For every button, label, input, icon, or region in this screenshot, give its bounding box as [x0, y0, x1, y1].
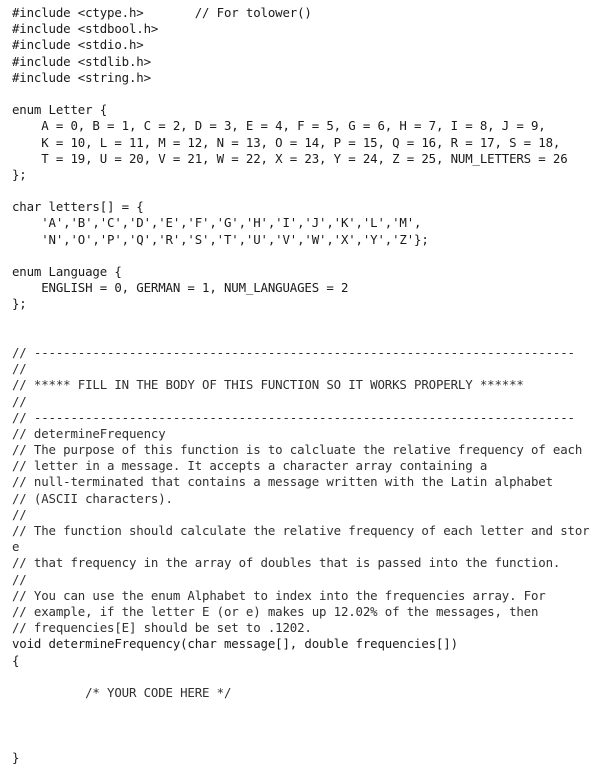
comment-line: // null-terminated that contains a message written with the Latin alphabet — [12, 474, 553, 490]
code-line: enum Language { — [12, 264, 122, 279]
comment-line: // frequencies[E] should be set to .1202. — [12, 620, 312, 636]
comment-line: // that frequency in the array of doubles that is passed into the function. — [12, 555, 561, 571]
comment-line: // ***** FILL IN THE BODY OF THIS FUNCTION SO IT WORKS PROPERLY ****** — [12, 377, 524, 393]
code-line: 'A','B','C','D','E','F','G','H','I','J','K','L','M', — [12, 215, 422, 231]
code-line — [12, 313, 593, 329]
comment-line: // — [12, 361, 27, 377]
code-line: }; — [12, 296, 27, 312]
comment-line: // letter in a message. It accepts a character array containing a — [12, 458, 488, 474]
code-line: { — [12, 652, 20, 668]
code-line: #include <stdlib.h> — [12, 53, 151, 69]
code-line: K = 10, L = 11, M = 12, N = 13, O = 14, P = 15, Q = 16, R = 17, S = 18, — [12, 134, 561, 150]
code-line: A = 0, B = 1, C = 2, D = 3, E = 4, F = 5, G = 6, H = 7, I = 8, J = 9, — [12, 118, 546, 134]
code-line: }; — [12, 166, 27, 182]
code-line — [12, 733, 593, 749]
code-line: T = 19, U = 20, V = 21, W = 22, X = 23, Y = 24, Z = 25, NUM_LETTERS = 26 — [12, 150, 568, 166]
comment-line: e — [12, 539, 20, 555]
comment-line: // — [12, 506, 27, 522]
code-line: ENGLISH = 0, GERMAN = 1, NUM_LANGUAGES = 2 — [12, 280, 349, 296]
comment-line: // — [12, 393, 27, 409]
comment-line: // You can use the enum Alphabet to index into the frequencies array. For — [12, 587, 546, 603]
code-line: #include <string.h> — [12, 69, 151, 85]
code-line — [12, 329, 593, 345]
comment-line: // (ASCII characters). — [12, 490, 173, 506]
code-line: #include <ctype.h> // For tolower() — [12, 5, 312, 20]
function-signature: void determineFrequency(char message[], double frequencies[]) — [12, 636, 458, 652]
code-line: #include <stdbool.h> — [12, 21, 159, 37]
code-line — [12, 86, 593, 102]
code-line — [12, 701, 593, 717]
comment-line: // example, if the letter E (or e) makes up 12.02% of the messages, then — [12, 603, 539, 619]
code-line — [12, 669, 593, 685]
comment-line: // The purpose of this function is to calcluate the relative frequency of each — [12, 442, 583, 458]
comment-line: // — [12, 571, 27, 587]
code-line: #include <stdio.h> — [12, 37, 144, 53]
comment-line: // determineFrequency — [12, 425, 166, 441]
code-line — [12, 183, 593, 199]
placeholder-comment: /* YOUR CODE HERE */ — [12, 684, 232, 700]
comment-line: // -------------------------------------------------------------------------- — [12, 344, 575, 360]
code-line — [12, 717, 593, 733]
code-line: char letters[] = { — [12, 199, 144, 215]
code-line: enum Letter { — [12, 102, 108, 118]
code-line: } — [12, 749, 20, 765]
code-line — [12, 248, 593, 264]
code-line: 'N','O','P','Q','R','S','T','U','V','W','X','Y','Z'}; — [12, 231, 429, 247]
comment-line: // -------------------------------------------------------------------------- — [12, 409, 575, 425]
comment-line: // The function should calculate the relative frequency of each letter and stor — [12, 523, 590, 538]
